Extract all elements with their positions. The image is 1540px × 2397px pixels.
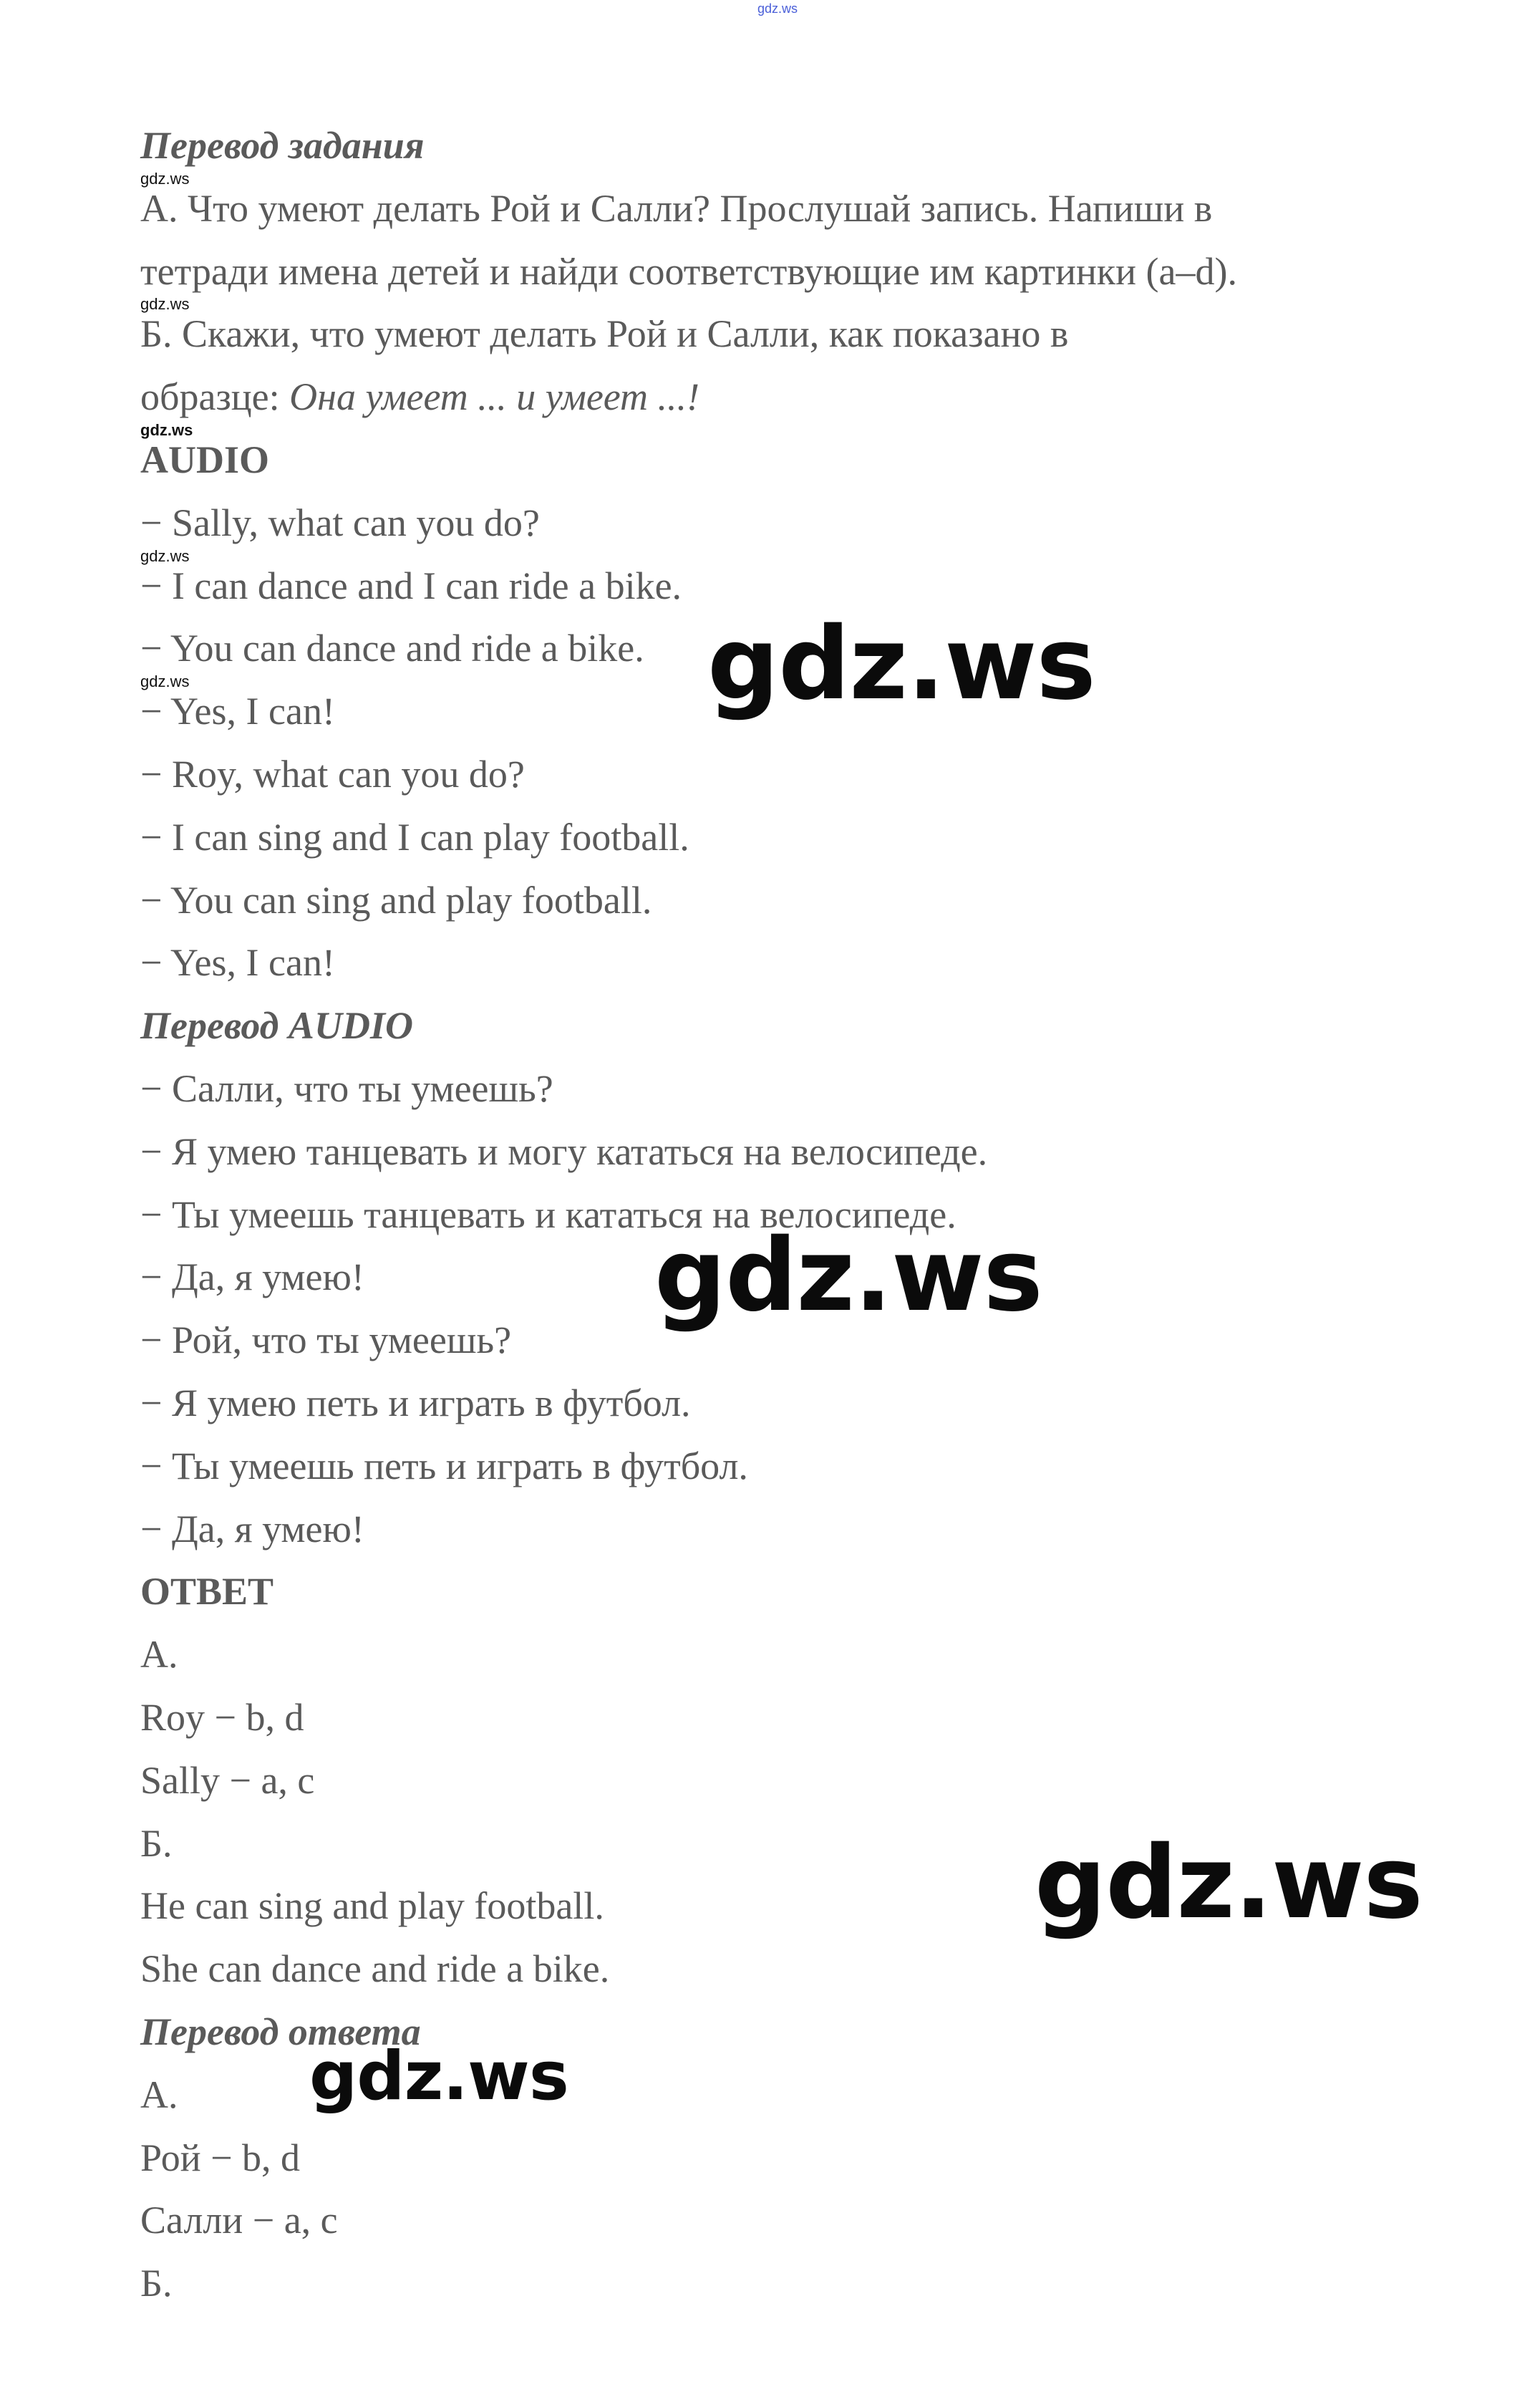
line-text: А. bbox=[140, 2073, 178, 2116]
text-line bbox=[140, 2189, 1429, 2252]
line-text: − Sally, what can you do? bbox=[140, 501, 540, 544]
line-text: − Рой, что ты умеешь? bbox=[140, 1318, 512, 1362]
small-watermark: gdz.ws bbox=[140, 169, 190, 188]
line-text: − I can dance and I can ride a bike. bbox=[140, 564, 682, 607]
small-watermark: gdz.ws bbox=[140, 546, 190, 565]
text-line bbox=[140, 2252, 1429, 2315]
line-text: Sally − a, c bbox=[140, 1758, 315, 1802]
line-text: − Да, я умею! bbox=[140, 1507, 364, 1550]
line-text: тетради имена детей и найди соответствующие им картинки (a–d). bbox=[140, 249, 1237, 293]
text-line bbox=[140, 1058, 1429, 1121]
line-text: Перевод ответа bbox=[140, 2010, 421, 2053]
line-text: − Салли, что ты умеешь? bbox=[140, 1066, 553, 1110]
small-watermark: gdz.ws bbox=[140, 420, 193, 439]
section-heading bbox=[140, 420, 1429, 492]
line-text: − Yes, I can! bbox=[140, 690, 335, 733]
text-line bbox=[140, 1624, 1429, 1687]
line-text: − Ты умеешь танцевать и кататься на велосипеде. bbox=[140, 1192, 957, 1236]
line-text: − Yes, I can! bbox=[140, 941, 335, 985]
line-text: He can sing and play football. bbox=[140, 1884, 604, 1928]
text-line bbox=[140, 1372, 1429, 1435]
line-text: − Да, я умею! bbox=[140, 1255, 364, 1299]
text-line bbox=[140, 1435, 1429, 1498]
line-text: Перевод задания bbox=[140, 124, 425, 167]
line-text: А. Что умеют делать Рой и Салли? Прослушай запись. Напиши в bbox=[140, 186, 1213, 230]
line-text: − You can sing and play football. bbox=[140, 878, 652, 922]
example-phrase: Она умеет ... и умеет ...! bbox=[289, 375, 700, 419]
text-line bbox=[140, 2127, 1429, 2190]
line-text: Перевод AUDIO bbox=[140, 1004, 413, 1048]
document-body bbox=[140, 115, 1429, 2315]
text-line bbox=[140, 1938, 1429, 2001]
text-line bbox=[140, 1121, 1429, 1184]
watermark-4: gdz.ws bbox=[309, 2037, 568, 2116]
small-watermark: gdz.ws bbox=[140, 672, 190, 691]
line-text: ОТВЕТ bbox=[140, 1570, 274, 1614]
text-line bbox=[140, 806, 1429, 869]
text-line bbox=[140, 366, 1429, 429]
section-heading bbox=[140, 115, 1429, 178]
text-line bbox=[140, 932, 1429, 995]
line-text: − I can sing and I can play football. bbox=[140, 815, 689, 859]
text-line bbox=[140, 869, 1429, 932]
watermark-2: gdz.ws bbox=[654, 1217, 1042, 1334]
line-text: She can dance and ride a bike. bbox=[140, 1947, 610, 1991]
small-watermark: gdz.ws bbox=[140, 295, 190, 314]
text-line bbox=[140, 1687, 1429, 1750]
header-watermark: gdz.ws bbox=[757, 1, 798, 16]
text-line bbox=[140, 743, 1429, 806]
line-text: Roy − b, d bbox=[140, 1695, 304, 1739]
watermark-1: gdz.ws bbox=[707, 606, 1095, 723]
text-line bbox=[140, 492, 1429, 555]
text-line bbox=[140, 241, 1429, 304]
line-text: А. bbox=[140, 1633, 178, 1677]
line-text: Рой − b, d bbox=[140, 2136, 301, 2179]
line-text: − Я умею танцевать и могу кататься на велосипеде. bbox=[140, 1129, 988, 1173]
line-text: Салли − a, c bbox=[140, 2199, 338, 2242]
text-line bbox=[140, 1750, 1429, 1813]
section-heading bbox=[140, 1561, 1429, 1624]
line-text: AUDIO bbox=[140, 438, 270, 481]
text-line bbox=[140, 169, 1429, 241]
line-text: Б. bbox=[140, 2262, 173, 2305]
section-heading bbox=[140, 995, 1429, 1058]
line-text: Б. bbox=[140, 1821, 173, 1865]
text-line bbox=[140, 1498, 1429, 1561]
line-text: Б. Скажи, что умеют делать Рой и Салли, как показано в bbox=[140, 312, 1069, 356]
line-text: − You can dance and ride a bike. bbox=[140, 627, 644, 670]
line-text: − Roy, what can you do? bbox=[140, 752, 525, 796]
text-line bbox=[140, 295, 1429, 366]
line-text: образце: bbox=[140, 375, 290, 419]
line-text: − Ты умеешь петь и играть в футбол. bbox=[140, 1444, 748, 1487]
watermark-3: gdz.ws bbox=[1035, 1825, 1423, 1942]
line-text: − Я умею петь и играть в футбол. bbox=[140, 1381, 691, 1424]
